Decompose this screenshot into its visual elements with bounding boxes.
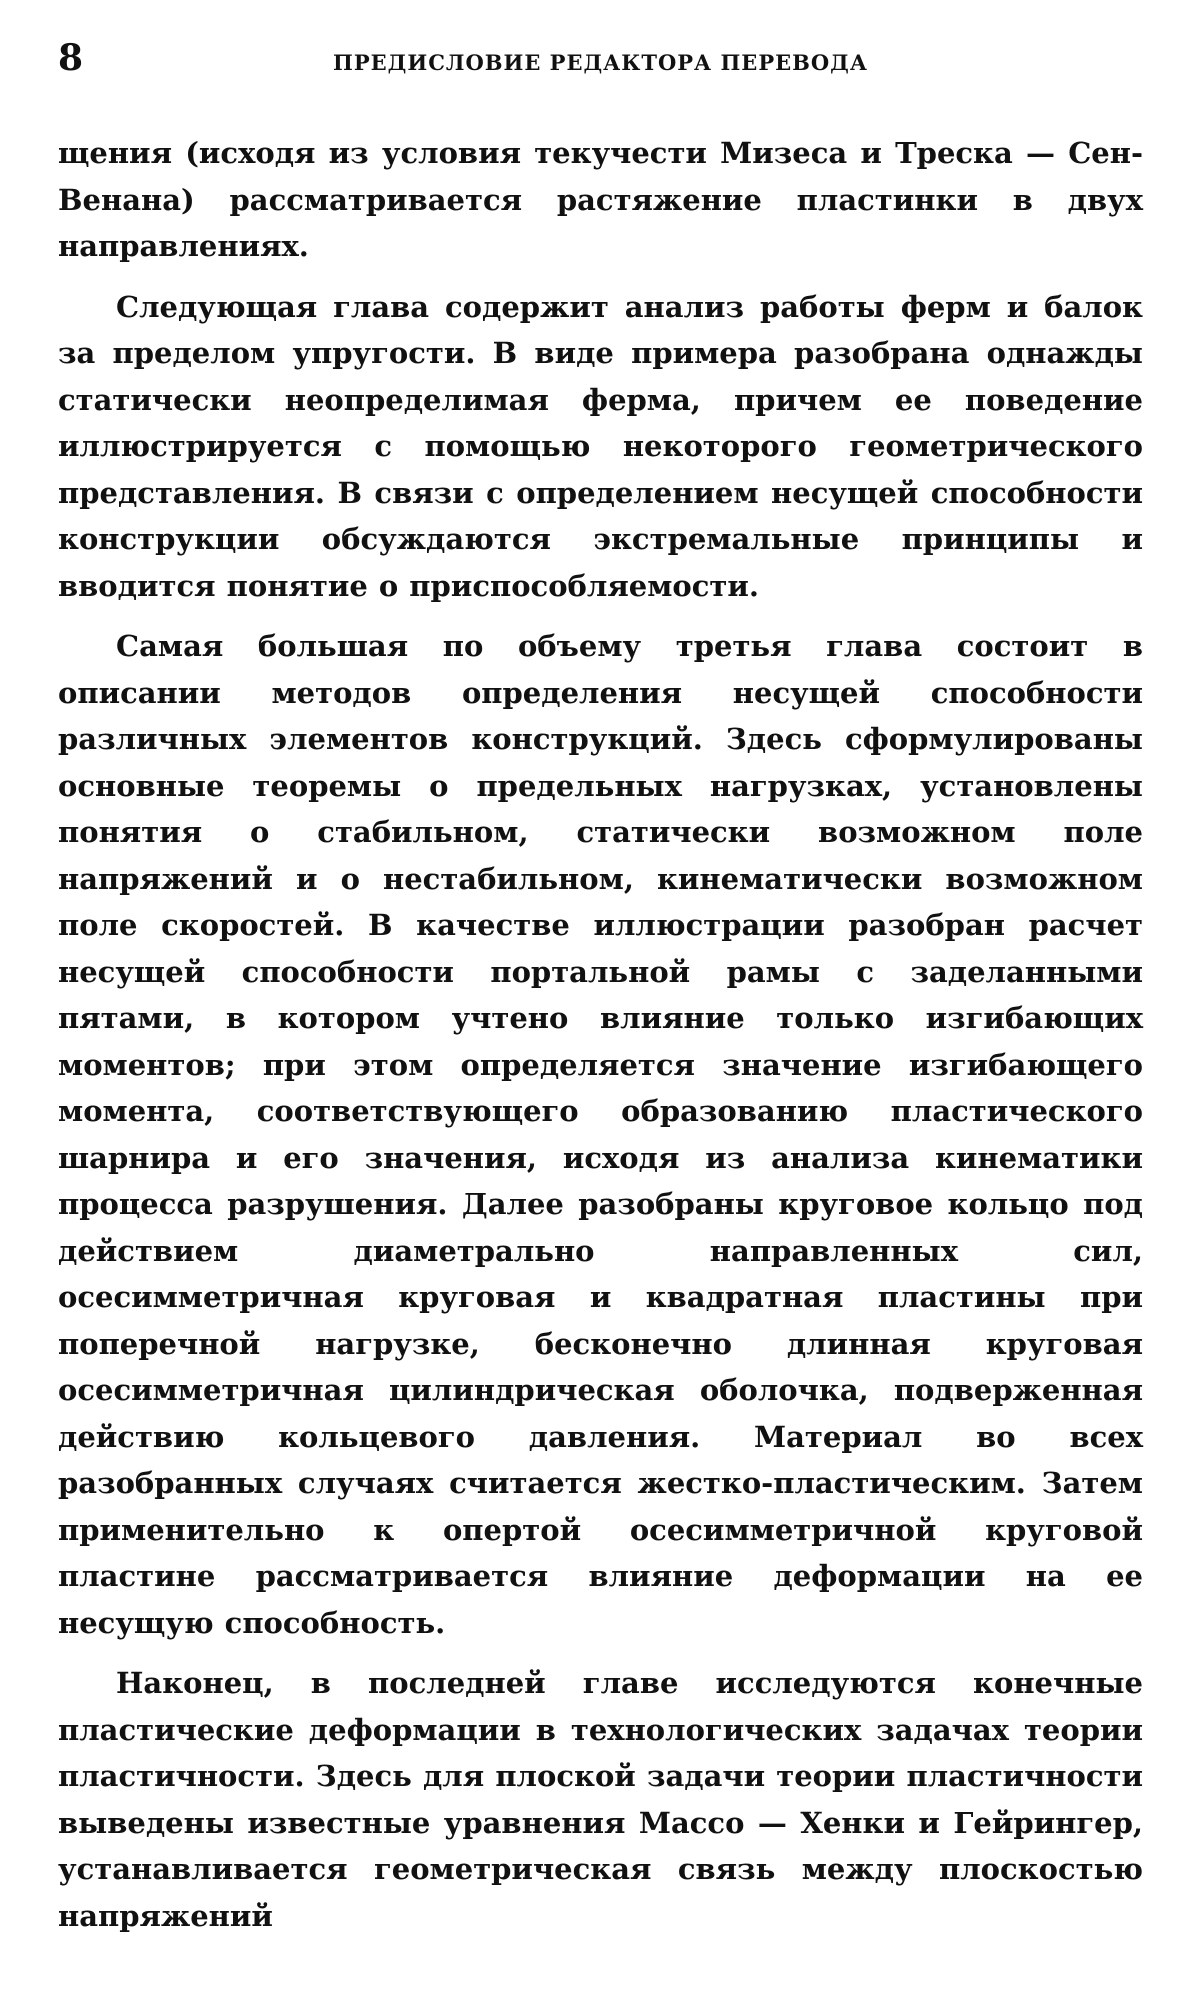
paragraph-last-chapter: Наконец, в последней главе исследуются конечные пластические деформации в технологических задачах теории пластичности. Здесь для плоской задачи теории пластичности выведены известные уравнения Массо — Хенки и Гейрингер, устанавливается геометрическая связь между плоскостью напряжений [58,1666,1143,1933]
running-head-title: ПРЕДИСЛОВИЕ РЕДАКТОРА ПЕРЕВОДА [333,50,868,75]
paragraph-second-chapter: Следующая глава содержит анализ работы ферм и балок за пределом упругости. В виде примера разобрана однажды статически неопределимая ферма, причем ее поведение иллюстрируется с помощью некоторого геометрического представления. В связи с определением несущей способности конструкции обсуждаются экстремальные принципы и вводится понятие о приспособляемости. [58,289,1143,603]
paragraph-third-chapter: Самая большая по объему третья глава состоит в описании методов определения несущей способности различных элементов конструкций. Здесь сформулированы основные теоремы о предельных нагрузках, установлены понятия о стабильном, статически возможном поле напряжений и о нестабильном, кинематически возможном поле скоростей. В качестве иллюстрации разобран расчет несущей способности портальной рамы с заделанными пятами, в котором учтено влияние только изгибающих моментов; при этом определяется значение изгибающего момента, соответствующего образованию пластического шарнира и его значения, исходя из анализа кинематики процесса разрушения. Далее разобраны круговое кольцо под действием диаметрально направленных сил, осесимметричная круговая и квадратная пластины при поперечной нагрузке, бесконечно длинная круговая осесимметричная цилиндрическая оболочка, подверженная действию кольцевого давления. Материал во всех разобранных случаях считается жестко-пластическим. Затем применительно к опертой осесимметричной круговой пластине рассматривается влияние деформации на ее несущую способность. [58,629,1143,1640]
paragraph-continuation: щения (исходя из условия текучести Мизеса и Треска — Сен-Венана) рассматривается растяжение пластинки в двух направлениях. [58,136,1143,263]
body-text [58,130,1143,1939]
page-number: 8 [58,37,84,79]
book-page [58,37,1143,1940]
running-head [58,37,1143,90]
